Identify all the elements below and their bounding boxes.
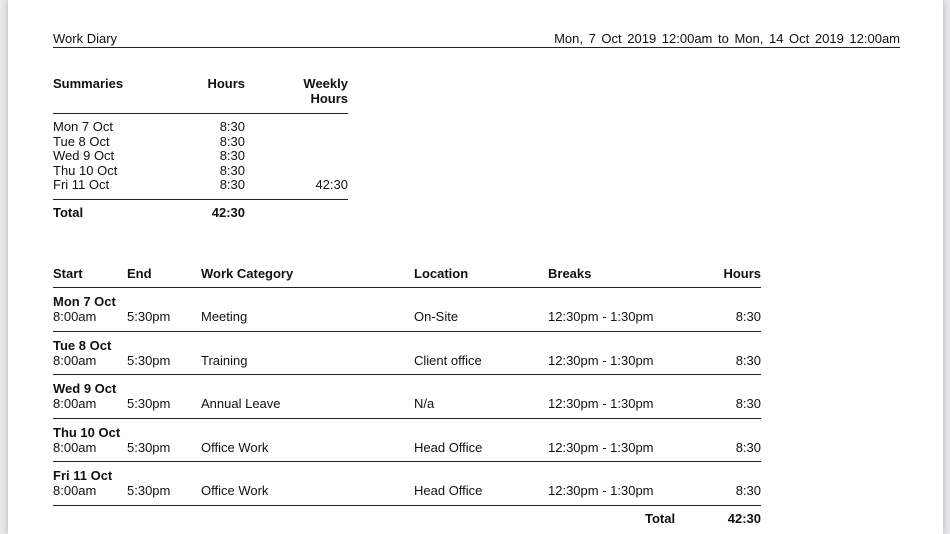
summary-row [53, 120, 348, 135]
summary-col-weekly-line1: Weekly [303, 76, 348, 91]
day-entry [53, 419, 761, 463]
entry-end: 5:30pm [127, 396, 171, 411]
summary-col-hours: Hours [207, 76, 245, 91]
summary-hours: 8:30 [219, 162, 245, 178]
detail-total-row [53, 506, 761, 528]
summary-total-hours: 42:30 [211, 204, 245, 220]
summary-total-row [53, 205, 348, 221]
entry-hours: 8:30 [735, 483, 761, 498]
day-entry [53, 288, 761, 332]
entry-end: 5:30pm [127, 309, 171, 324]
entry-location: Head Office [414, 483, 483, 498]
summary-hours: 8:30 [219, 119, 245, 134]
day-entry [53, 462, 761, 506]
detail-header-row [53, 264, 761, 288]
report-title: Work Diary [53, 31, 118, 46]
col-start: Start [53, 266, 83, 281]
summary-col-weekly-line2: Hours [310, 91, 348, 106]
day-entry [53, 375, 761, 419]
entry-date: Thu 10 Oct [53, 424, 121, 440]
summary-col-summaries: Summaries [53, 76, 124, 91]
entry-start: 8:00am [53, 483, 97, 498]
col-work-category: Work Category [201, 266, 294, 281]
detail-table [53, 264, 761, 528]
entry-date: Tue 8 Oct [53, 337, 112, 353]
detail-total-hours: 42:30 [727, 510, 761, 526]
summary-col-weekly [303, 76, 348, 106]
day-entry [53, 332, 761, 376]
detail-total-label: Total [645, 510, 676, 526]
summary-row [53, 149, 348, 164]
entry-hours: 8:30 [735, 352, 761, 368]
entry-hours: 8:30 [735, 396, 761, 411]
entry-start: 8:00am [53, 352, 97, 368]
entry-breaks: 12:30pm - 1:30pm [548, 396, 654, 411]
entry-hours: 8:30 [735, 309, 761, 324]
summary-hours: 8:30 [219, 177, 245, 192]
summary-total-label: Total [53, 204, 84, 220]
summary-table [53, 75, 348, 221]
summary-row [53, 178, 348, 193]
entry-date: Fri 11 Oct [53, 468, 113, 483]
col-location: Location [414, 266, 469, 281]
entry-location: On-Site [414, 309, 459, 324]
entry-category: Office Work [201, 483, 269, 498]
entry-category: Training [201, 352, 248, 368]
summary-day: Mon 7 Oct [53, 119, 113, 134]
summary-hours: 8:30 [219, 148, 245, 163]
entry-end: 5:30pm [127, 352, 171, 368]
summary-day: Tue 8 Oct [53, 133, 110, 149]
entry-date: Mon 7 Oct [53, 294, 116, 309]
entry-breaks: 12:30pm - 1:30pm [548, 439, 654, 455]
date-range: Mon, 7 Oct 2019 12:00am to Mon, 14 Oct 2019 12:00am [554, 31, 900, 46]
entry-category: Office Work [201, 439, 269, 455]
col-hours: Hours [723, 266, 761, 281]
entry-hours: 8:30 [735, 439, 761, 455]
summary-hours: 8:30 [219, 133, 245, 149]
entry-breaks: 12:30pm - 1:30pm [548, 309, 654, 324]
summary-row [53, 135, 348, 150]
entry-date: Wed 9 Oct [53, 381, 117, 396]
entry-start: 8:00am [53, 309, 97, 324]
report-page [8, 0, 943, 534]
summary-day: Thu 10 Oct [53, 162, 118, 178]
entry-breaks: 12:30pm - 1:30pm [548, 483, 654, 498]
entry-category: Meeting [201, 309, 248, 324]
entry-category: Annual Leave [201, 396, 281, 411]
summary-day: Wed 9 Oct [53, 148, 115, 163]
entry-location: Head Office [414, 439, 483, 455]
entry-start: 8:00am [53, 396, 97, 411]
entry-breaks: 12:30pm - 1:30pm [548, 352, 654, 368]
summary-day: Fri 11 Oct [53, 177, 110, 192]
col-end: End [127, 266, 152, 281]
summary-weekly: 42:30 [315, 177, 348, 192]
report-header [53, 31, 900, 48]
entry-start: 8:00am [53, 439, 97, 455]
summary-header-row [53, 75, 348, 114]
col-breaks: Breaks [548, 266, 592, 281]
entry-location: Client office [414, 352, 482, 368]
entry-location: N/a [414, 396, 435, 411]
summary-body [53, 114, 348, 200]
entry-end: 5:30pm [127, 483, 171, 498]
entry-end: 5:30pm [127, 439, 171, 455]
summary-row [53, 164, 348, 179]
